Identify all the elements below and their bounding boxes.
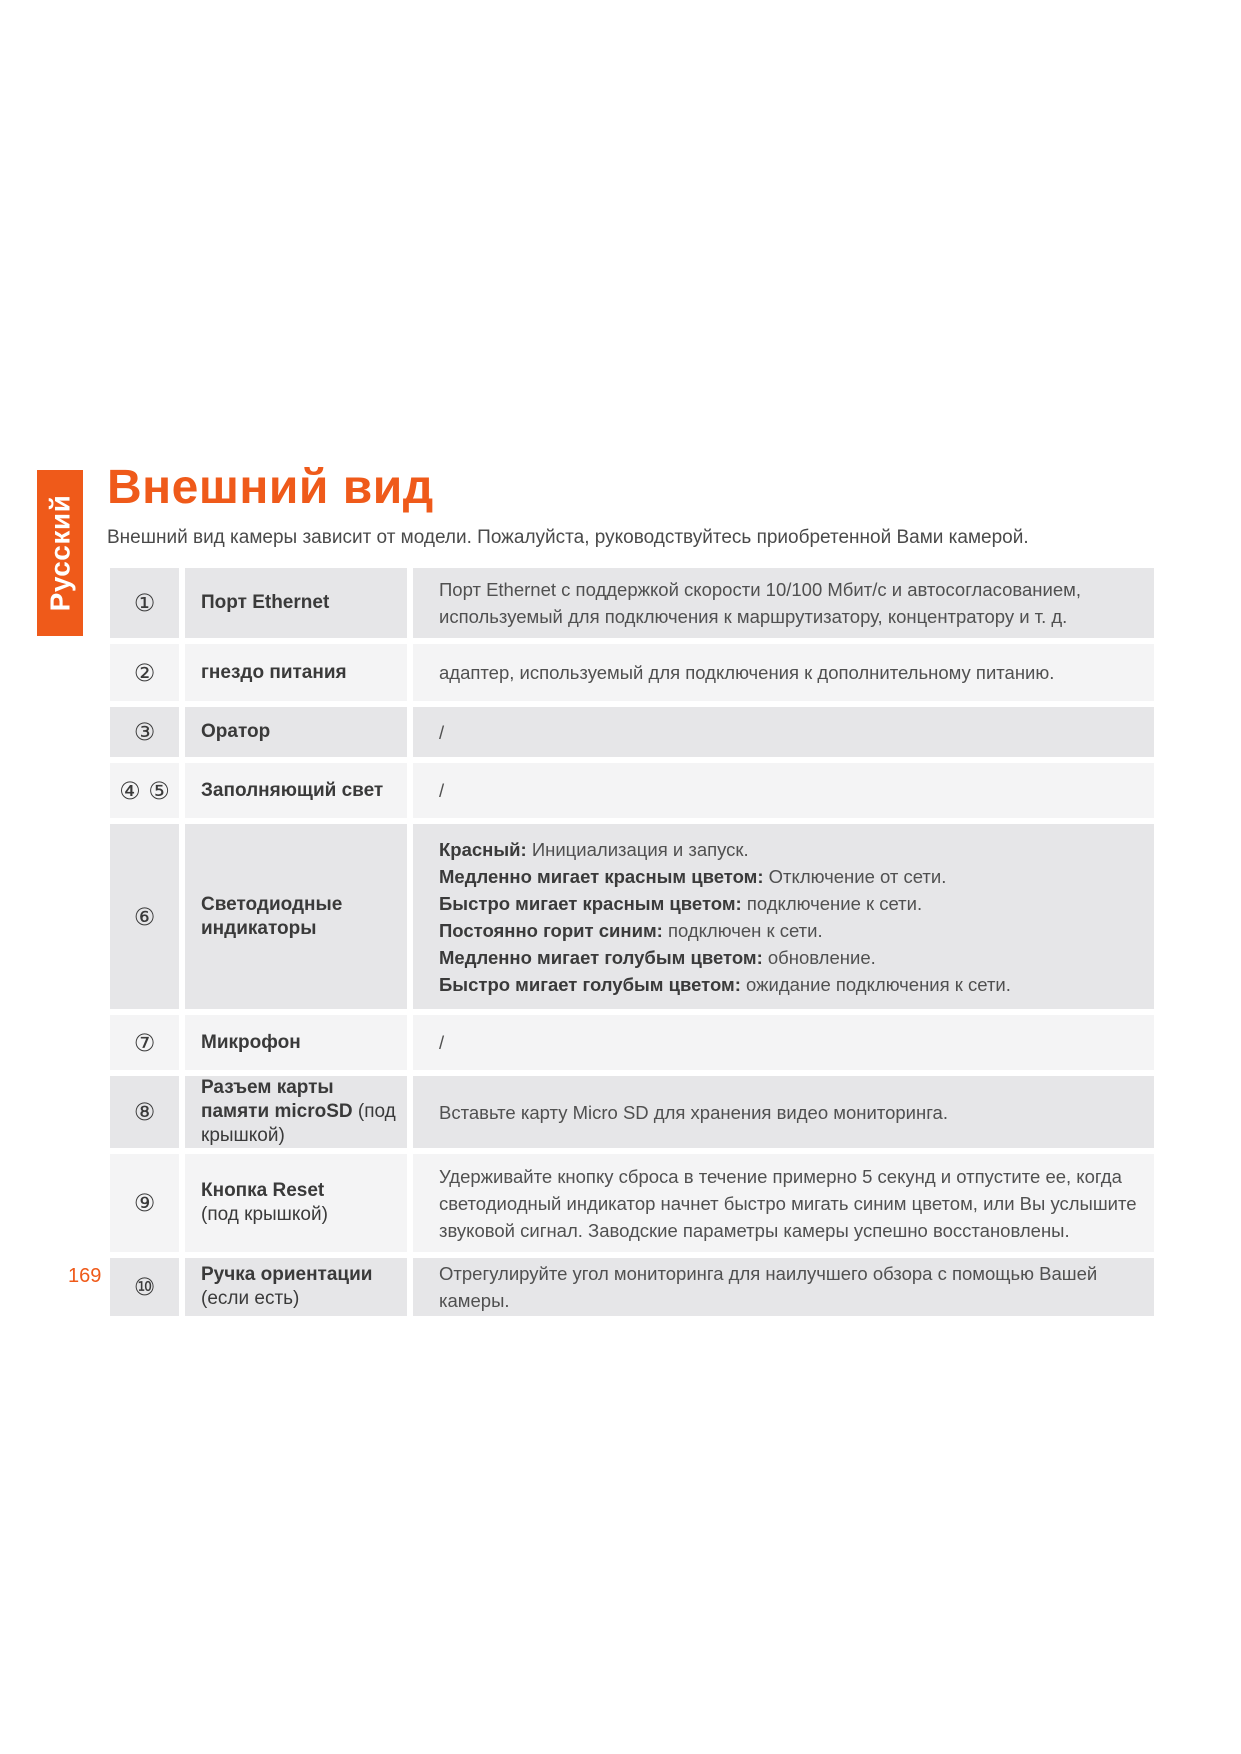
row-label-text: Порт Ethernet — [201, 592, 330, 613]
row-label-text: Кнопка Reset — [201, 1180, 325, 1201]
page-subtitle: Внешний вид камеры зависит от модели. Пожалуйста, руководствуйтесь приобретенной Вами камерой. — [107, 527, 1029, 548]
table-row — [110, 763, 1154, 818]
row-label — [185, 763, 407, 818]
row-number: ⑦ — [110, 1015, 179, 1070]
row-label-text: Разъем карты памяти microSD — [201, 1077, 353, 1122]
row-number: ⑨ — [110, 1154, 179, 1252]
row-label-note: (под крышкой) — [201, 1204, 328, 1225]
row-number: ⑥ — [110, 824, 179, 1009]
row-label-text: Микрофон — [201, 1031, 301, 1053]
row-description: / — [413, 707, 1154, 757]
led-status-text: подключен к сети. — [667, 919, 823, 941]
led-status-text: подключение к сети. — [746, 892, 923, 914]
row-number: ④ ⑤ — [110, 763, 179, 818]
led-status-line — [439, 917, 1142, 944]
led-status-key: Медленно мигает голубым цветом: — [439, 946, 763, 968]
row-label-text: Заполняющий свет — [201, 779, 384, 801]
row-label-note: (под крышкой) — [201, 1101, 396, 1146]
row-number: ⑧ — [110, 1076, 179, 1148]
table-row — [110, 644, 1154, 701]
table-row — [110, 824, 1154, 1009]
language-tab — [37, 470, 83, 636]
led-status-line — [439, 890, 1142, 917]
table-row — [110, 1015, 1154, 1070]
row-label — [185, 707, 407, 757]
language-tab-label: Русский — [44, 494, 76, 612]
appearance-table — [104, 562, 1160, 1322]
led-status-line — [439, 944, 1142, 971]
led-status-key: Быстро мигает красным цветом: — [439, 892, 742, 914]
table-row — [110, 707, 1154, 757]
led-status-line — [439, 836, 1142, 863]
led-status-text: Отключение от сети. — [768, 865, 947, 887]
row-label-text: Оратор — [201, 721, 271, 742]
row-label-text: Ручка ориентации — [201, 1264, 373, 1285]
led-status-text: обновление. — [767, 946, 876, 968]
row-number: ⑩ — [110, 1258, 179, 1316]
row-label-text: Светодиодные индикаторы — [201, 893, 343, 939]
led-status-key: Медленно мигает красным цветом: — [439, 865, 764, 887]
row-label-text: гнездо питания — [201, 661, 347, 683]
led-status-key: Постоянно горит синим: — [439, 919, 663, 941]
row-label — [185, 824, 407, 1009]
led-status-text: Инициализация и запуск. — [531, 838, 749, 860]
led-status-line — [439, 863, 1142, 890]
led-status-list — [413, 824, 1154, 1009]
row-label — [185, 568, 407, 638]
row-number: ② — [110, 644, 179, 701]
row-label — [185, 1076, 407, 1148]
row-description: адаптер, используемый для подключения к дополнительному питанию. — [413, 644, 1154, 701]
row-label — [185, 1015, 407, 1070]
table-row — [110, 1154, 1154, 1252]
row-description: Порт Ethernet с поддержкой скорости 10/100 Мбит/с и автосогласованием, используемый для подключения к маршрутизатору, концентратору и т. д. — [413, 568, 1154, 638]
row-description: / — [413, 1015, 1154, 1070]
led-status-line — [439, 971, 1142, 998]
led-status-key: Быстро мигает голубым цветом: — [439, 973, 741, 995]
table-row — [110, 568, 1154, 638]
row-description: / — [413, 763, 1154, 818]
led-status-text: ожидание подключения к сети. — [746, 973, 1011, 995]
row-number: ① — [110, 568, 179, 638]
row-description: Вставьте карту Micro SD для хранения видео мониторинга. — [413, 1076, 1154, 1148]
row-description: Удерживайте кнопку сброса в течение примерно 5 секунд и отпустите ее, когда светодиодный индикатор начнет быстро мигать синим цветом, или Вы услышите звуковой сигнал. Заводские параметры камеры успешно восстановлены. — [413, 1154, 1154, 1252]
row-label — [185, 644, 407, 701]
led-status-key: Красный: — [439, 838, 527, 860]
table-row — [110, 1258, 1154, 1316]
row-label — [185, 1154, 407, 1252]
row-label-note: (если есть) — [201, 1288, 300, 1309]
row-description: Отрегулируйте угол мониторинга для наилучшего обзора с помощью Вашей камеры. — [413, 1258, 1154, 1316]
row-label — [185, 1258, 407, 1316]
table-row — [110, 1076, 1154, 1148]
page-title: Внешний вид — [107, 461, 434, 514]
page-number: 169 — [68, 1265, 102, 1287]
row-number: ③ — [110, 707, 179, 757]
